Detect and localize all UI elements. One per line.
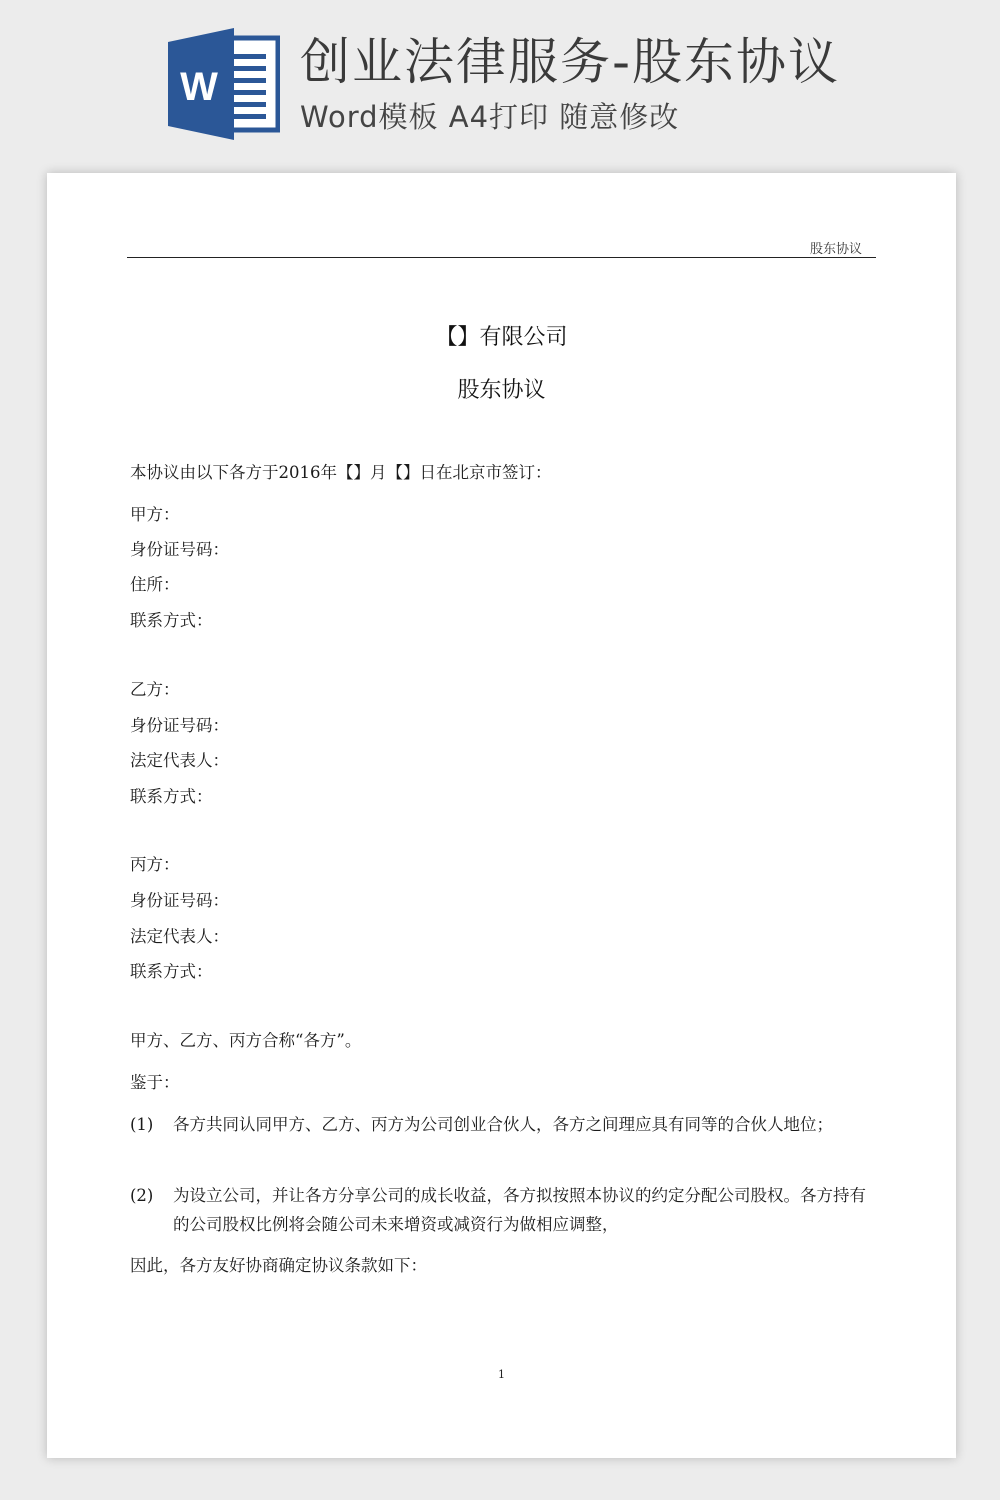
party-c-contact: 联系方式： bbox=[130, 962, 213, 981]
party-a-id: 身份证号码： bbox=[130, 540, 229, 559]
page-number: 1 bbox=[498, 1368, 505, 1381]
header-divider bbox=[127, 257, 876, 258]
therefore-text: 因此，各方友好协商确定协议条款如下： bbox=[130, 1256, 427, 1275]
clause-number: (2) bbox=[130, 1186, 154, 1205]
party-b-contact: 联系方式： bbox=[130, 787, 213, 806]
clause-item bbox=[130, 1110, 875, 1139]
company-title: 【】有限公司 bbox=[435, 325, 568, 350]
party-b-name: 乙方： bbox=[130, 680, 180, 699]
party-c-name: 丙方： bbox=[130, 855, 180, 874]
party-c-rep: 法定代表人： bbox=[130, 927, 229, 946]
party-b-rep: 法定代表人： bbox=[130, 751, 229, 770]
banner-title: 创业法律服务-股东协议 bbox=[300, 33, 841, 91]
page-header: 股东协议 bbox=[809, 242, 862, 257]
party-c-id: 身份证号码： bbox=[130, 891, 229, 910]
clause-number: (1) bbox=[130, 1115, 154, 1134]
party-a-contact: 联系方式： bbox=[130, 611, 213, 630]
agreement-title: 股东协议 bbox=[457, 378, 546, 403]
whereas-heading: 鉴于： bbox=[130, 1073, 180, 1092]
clause-text: 为设立公司，并让各方分享公司的成长收益，各方拟按照本协议的约定分配公司股权。各方持有的公司股权比例将会随公司未来增资或减资行为做相应调整， bbox=[173, 1186, 866, 1234]
word-doc-icon bbox=[168, 28, 280, 140]
word-letter: W bbox=[180, 65, 218, 109]
banner bbox=[0, 0, 1000, 160]
party-b-id: 身份证号码： bbox=[130, 716, 229, 735]
clause-text: 各方共同认同甲方、乙方、丙方为公司创业合伙人，各方之间理应具有同等的合伙人地位； bbox=[173, 1115, 833, 1134]
party-a-address: 住所： bbox=[130, 575, 180, 594]
banner-subtitle: Word模板 A4打印 随意修改 bbox=[300, 100, 680, 134]
document-page bbox=[47, 173, 956, 1458]
intro-text: 本协议由以下各方于2016年【】月【】日在北京市签订： bbox=[130, 463, 552, 482]
clause-item bbox=[130, 1181, 875, 1239]
party-a-name: 甲方： bbox=[130, 505, 180, 524]
collective-note: 甲方、乙方、丙方合称“各方”。 bbox=[130, 1031, 362, 1050]
